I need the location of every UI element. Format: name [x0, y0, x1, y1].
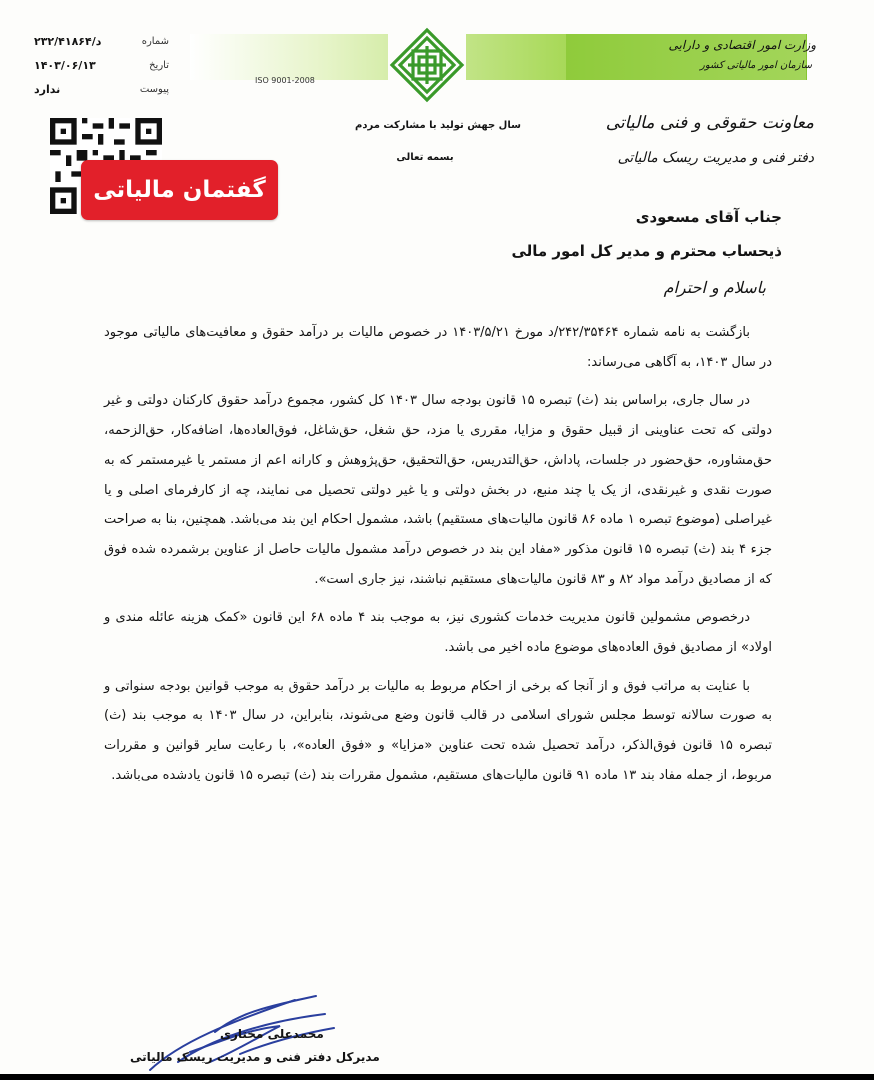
addressee — [511, 200, 782, 268]
deputy-office-name: معاونت حقوقی و فنی مالیاتی — [605, 113, 814, 133]
meta-date-row — [34, 54, 169, 78]
signer-name: محمدعلی مختاری — [220, 1027, 324, 1041]
department-name: دفتر فنی و مدیریت ریسک مالیاتی — [617, 150, 814, 166]
greeting: باسلام و احترام — [663, 278, 766, 297]
signer-title: مدیرکل دفتر فنی و مدیریت ریسک مالیاتی — [130, 1050, 380, 1064]
body-paragraph-1: بازگشت به نامه شماره ۲۴۲/۳۵۴۶۴/د مورخ ۱۴۰۳/۵/۲۱ در خصوص مالیات بر درآمد حقوق و معافیت‌های مالیاتی موجود در سال ۱۴۰۳، به آگاهی می‌رساند: — [104, 325, 772, 370]
addressee-title: ذیحساب محترم و مدیر کل امور مالی — [511, 242, 782, 260]
tax-organization-logo-icon — [388, 26, 466, 104]
meta-attachment-row — [34, 78, 169, 102]
letter-date: ۱۴۰۳/۰۶/۱۳ — [34, 59, 96, 72]
body-paragraph-2: در سال جاری، براساس بند (ث) تبصره ۱۵ قانون بودجه سال ۱۴۰۳ کل کشور، مجموع درآمد حقوق کارکنان دولتی و غیر دولتی که تحت عناوینی از قبیل حقوق و مزایا، مقرری یا مزد، حق شغل، حق‌شاغل، فوق‌العاده‌ها، اضافه‌کار، حق‌الزحمه، حق‌مشاوره، حق‌حضور در جلسات، پاداش، حق‌التدریس، حق‌التحقیق، حق‌پژوهش و کارانه اعم از مستمر یا غیرمستمر که به صورت نقدی و غیرنقدی، از یک یا چند منبع، در بخش دولتی و یا غیر دولتی تحصیل می نمایند، چه از کارفرمای اصلی و یا غیراصلی (موضوع تبصره ۱ ماده ۸۶ قانون مالیات‌های مستقیم) باشد، مشمول احکام این بند می‌باشد. همچنین، بنا به صراحت جزء ۴ بند (ث) تبصره ۱۵ قانون مذکور «مفاد این بند در خصوص درآمد مشمول مالیات حاصل از عناوین برشمرده شده فوق که از مصادیق درآمد مواد ۸۲ و ۸۳ قانون مالیات‌های مستقیم نباشند، نیز جاری است». — [104, 393, 772, 587]
brand-badge: گفتمان مالیاتی — [81, 160, 278, 220]
letter-number-label: شماره — [141, 36, 169, 47]
year-motto: سال جهش تولید با مشارکت مردم — [355, 120, 521, 131]
letter-date-label: تاریخ — [149, 60, 169, 71]
iso-mark: ISO 9001-2008 — [255, 76, 315, 85]
body-paragraph-3: درخصوص مشمولین قانون مدیریت خدمات کشوری نیز، به موجب بند ۴ ماده ۶۸ این قانون «کمک هزینه عائله مندی و اولاد» از مصادیق فوق العاده‌های موضوع ماده اخیر می باشد. — [104, 610, 772, 656]
addressee-name: جناب آقای مسعودی — [635, 208, 782, 226]
ministry-name: وزارت امور اقتصادی و دارایی — [668, 38, 816, 52]
letter-attachment: ندارد — [34, 83, 61, 96]
letter-meta — [34, 30, 169, 102]
body-paragraph-4: با عنایت به مراتب فوق و از آنجا که برخی از احکام مربوط به مالیات بر درآمد حقوق به موجب قوانین بودجه سنواتی و به صورت سالانه توسط مجلس شورای اسلامی در قالب قانون وضع می‌شوند، بنابراین، در سال ۱۴۰۳ به موجب بند (ث) تبصره ۱۵ قانون فوق‌الذکر، درآمد تحصیل شده تحت عناوین «مزایا» و «فوق العاده»، با رعایت سایر قوانین و مقررات مربوط، از جمله مفاد بند ۱۳ ماده ۹۱ قانون مالیات‌های مستقیم، مشمول مقررات بند (ث) تبصره ۱۵ قانون یادشده می‌باشد. — [104, 678, 772, 783]
letter-number: د/۲۳۲/۴۱۸۶۴ — [34, 35, 102, 48]
bismillah: بسمه تعالی — [396, 152, 454, 163]
letter-attachment-label: پیوست — [139, 84, 169, 95]
bottom-edge — [0, 1074, 874, 1080]
meta-number-row — [34, 30, 169, 54]
organization-name: سازمان امور مالیاتی کشور — [700, 60, 812, 71]
letter-body — [104, 318, 772, 800]
